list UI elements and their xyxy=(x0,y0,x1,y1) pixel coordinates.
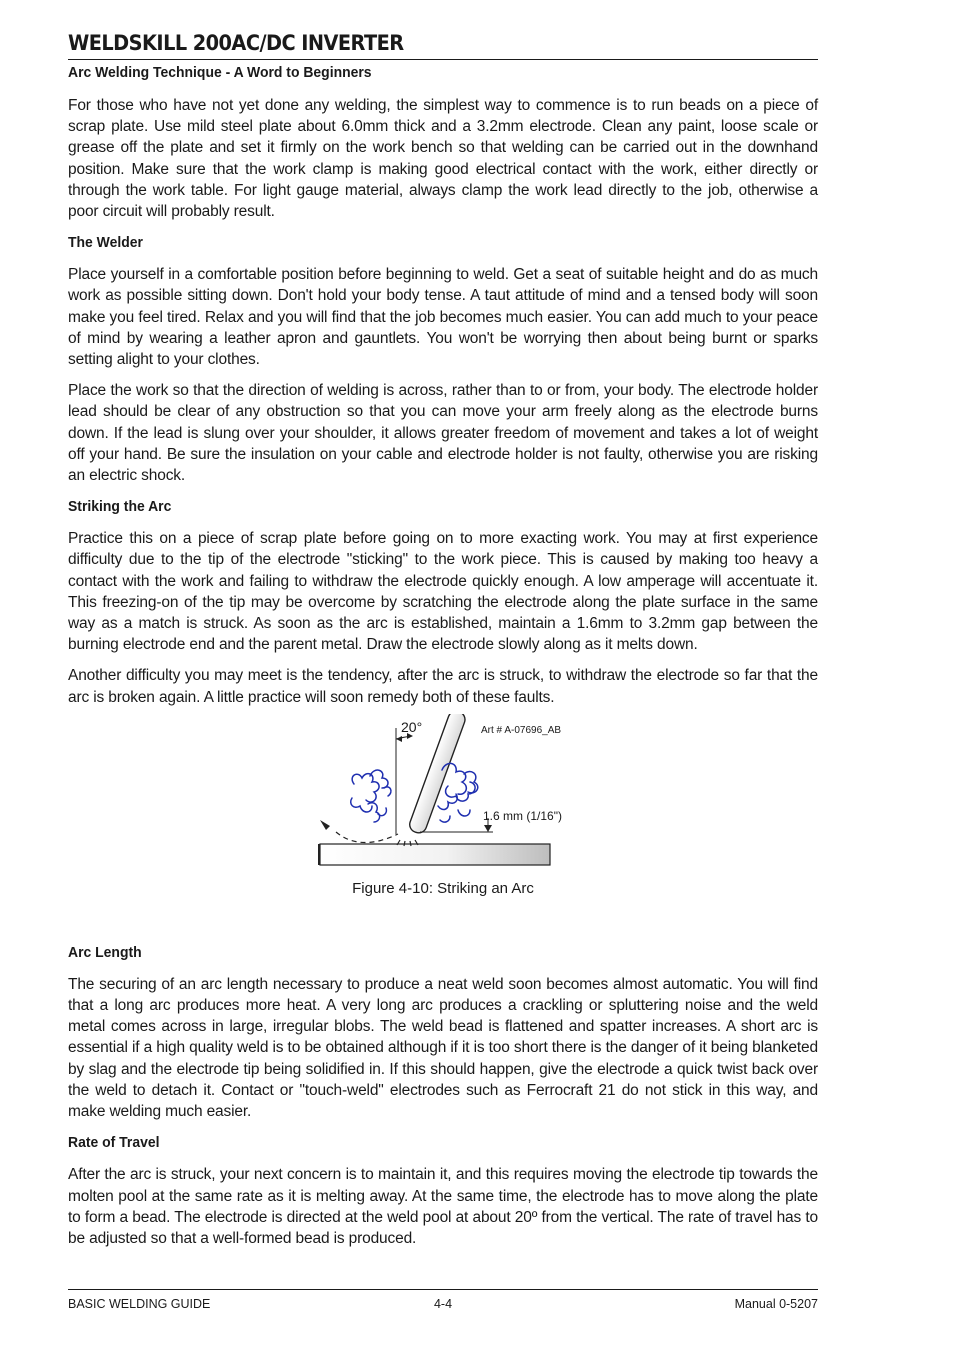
angle-arrow-left xyxy=(396,736,402,742)
gap-dimension-label: 1.6 mm (1/16") xyxy=(483,808,562,823)
page-footer xyxy=(68,1289,818,1317)
section-heading-beginners: Arc Welding Technique - A Word to Beginners xyxy=(68,64,372,81)
paragraph-striking-2: Another difficulty you may meet is the tendency, after the arc is struck, to withdraw the electrode so far that the arc is broken again. A little practice will soon remedy both of these faults. xyxy=(68,667,818,706)
section-heading-welder: The Welder xyxy=(68,234,143,252)
striking-arc-illustration xyxy=(68,714,818,932)
strike-arrow xyxy=(320,820,330,830)
footer-page-number: 4-4 xyxy=(433,1297,453,1311)
section-heading-striking: Striking the Arc xyxy=(68,498,172,516)
footer-manual-number: Manual 0-5207 xyxy=(734,1297,818,1311)
document-title: WELDSKILL 200AC/DC INVERTER xyxy=(68,31,404,55)
figure-caption: Figure 4-10: Striking an Arc xyxy=(352,879,534,897)
work-plate xyxy=(320,844,550,865)
gap-arrow-top xyxy=(484,825,492,832)
section-heading-rate-of-travel: Rate of Travel xyxy=(68,1134,160,1152)
spatter-left xyxy=(351,770,391,822)
section-heading-arc-length: Arc Length xyxy=(68,943,142,961)
paragraph-rate-of-travel: After the arc is struck, your next concern is to maintain it, and this requires moving the electrode tip towards the molten pool at the same rate as it is melting away. At the same time, the electrode has to move along the plate to form a bead. The electrode is directed at the weld pool at about 20º from the vertical. The rate of travel has to be adjusted so that a well-formed bead is produced. xyxy=(68,1166,818,1247)
paragraph-welder-1: Place yourself in a comfortable position before beginning to weld. Get a seat of suitable height and do as much work as possible sitting down. Don't hold your body tense. A taut attitude of mind and a tensed body will soon make you feel tired. Relax and you will find that the job becomes much easier. You can add much to your peace of mind by wearing a leather apron and gauntlets. You won't be worrying then about being burnt or sparks setting alight to your clothes. xyxy=(68,266,818,369)
page-content xyxy=(68,30,818,1249)
title-rule xyxy=(68,59,818,60)
strike-path-dashed xyxy=(336,832,398,843)
angle-label: 20° xyxy=(401,718,423,735)
art-number-label: Art # A-07696_AB xyxy=(481,724,562,736)
footer-guide-name: BASIC WELDING GUIDE xyxy=(68,1297,211,1311)
paragraph-striking-1: Practice this on a piece of scrap plate before going on to more exacting work. You may at first experience difficulty due to the tip of the electrode "sticking" to the work piece. This is caused by making too heavy a contact with the work and failing to withdraw the electrode quickly enough. A low amperage will accentuate it. This freezing-on of the tip may be overcome by scratching the electrode along the plate surface in the same way as a match is struck. As soon as the arc is established, maintain a 1.6mm to 3.2mm gap between the burning electrode end and the parent metal. Draw the electrode slowly along as it melts down. xyxy=(68,530,818,654)
paragraph-arc-length: The securing of an arc length necessary to produce a neat weld soon becomes almost automatic. You will find that a long arc produces more heat. A very long arc produces a crackling or spluttering noise and the weld metal comes across in large, irregular blobs. The weld bead is flattened and spatter increases. A short arc is essential if a high quality weld is to be obtained although if it is too short there is the danger of it being blanketed by slag and the electrode tip being solidified in. If this should happen, give the electrode a quick twist back over the weld to detach it. Contact or "touch-weld" electrodes such as Ferrocraft 21 do not stick in this way, and make welding much easier. xyxy=(68,975,818,1121)
paragraph-welder-2: Place the work so that the direction of welding is across, rather than to or from, your body. The electrode holder lead should be clear of any obstruction so that you can move your arm freely along as the electrode burns down. If the lead is slung over your shoulder, it allows greater freedom of movement and takes a lot of weight off your hand. Be sure the insulation on your cable and electrode holder is not faulty, otherwise you are risking an electric shock. xyxy=(68,382,818,485)
paragraph-beginners: For those who have not yet done any welding, the simplest way to commence is to run beads on a piece of scrap plate. Use mild steel plate about 6.0mm thick and a 3.2mm electrode. Clean any paint, loose scale or grease off the plate and set it firmly on the work bench so that welding can be carried out in the downhand position. Make sure that the work clamp is making good electrical contact with the work, either directly or through the work table. For light gauge material, always clamp the work lead directly to the job, otherwise a poor circuit will probably result. xyxy=(68,97,818,221)
figure-striking-arc xyxy=(68,714,818,932)
